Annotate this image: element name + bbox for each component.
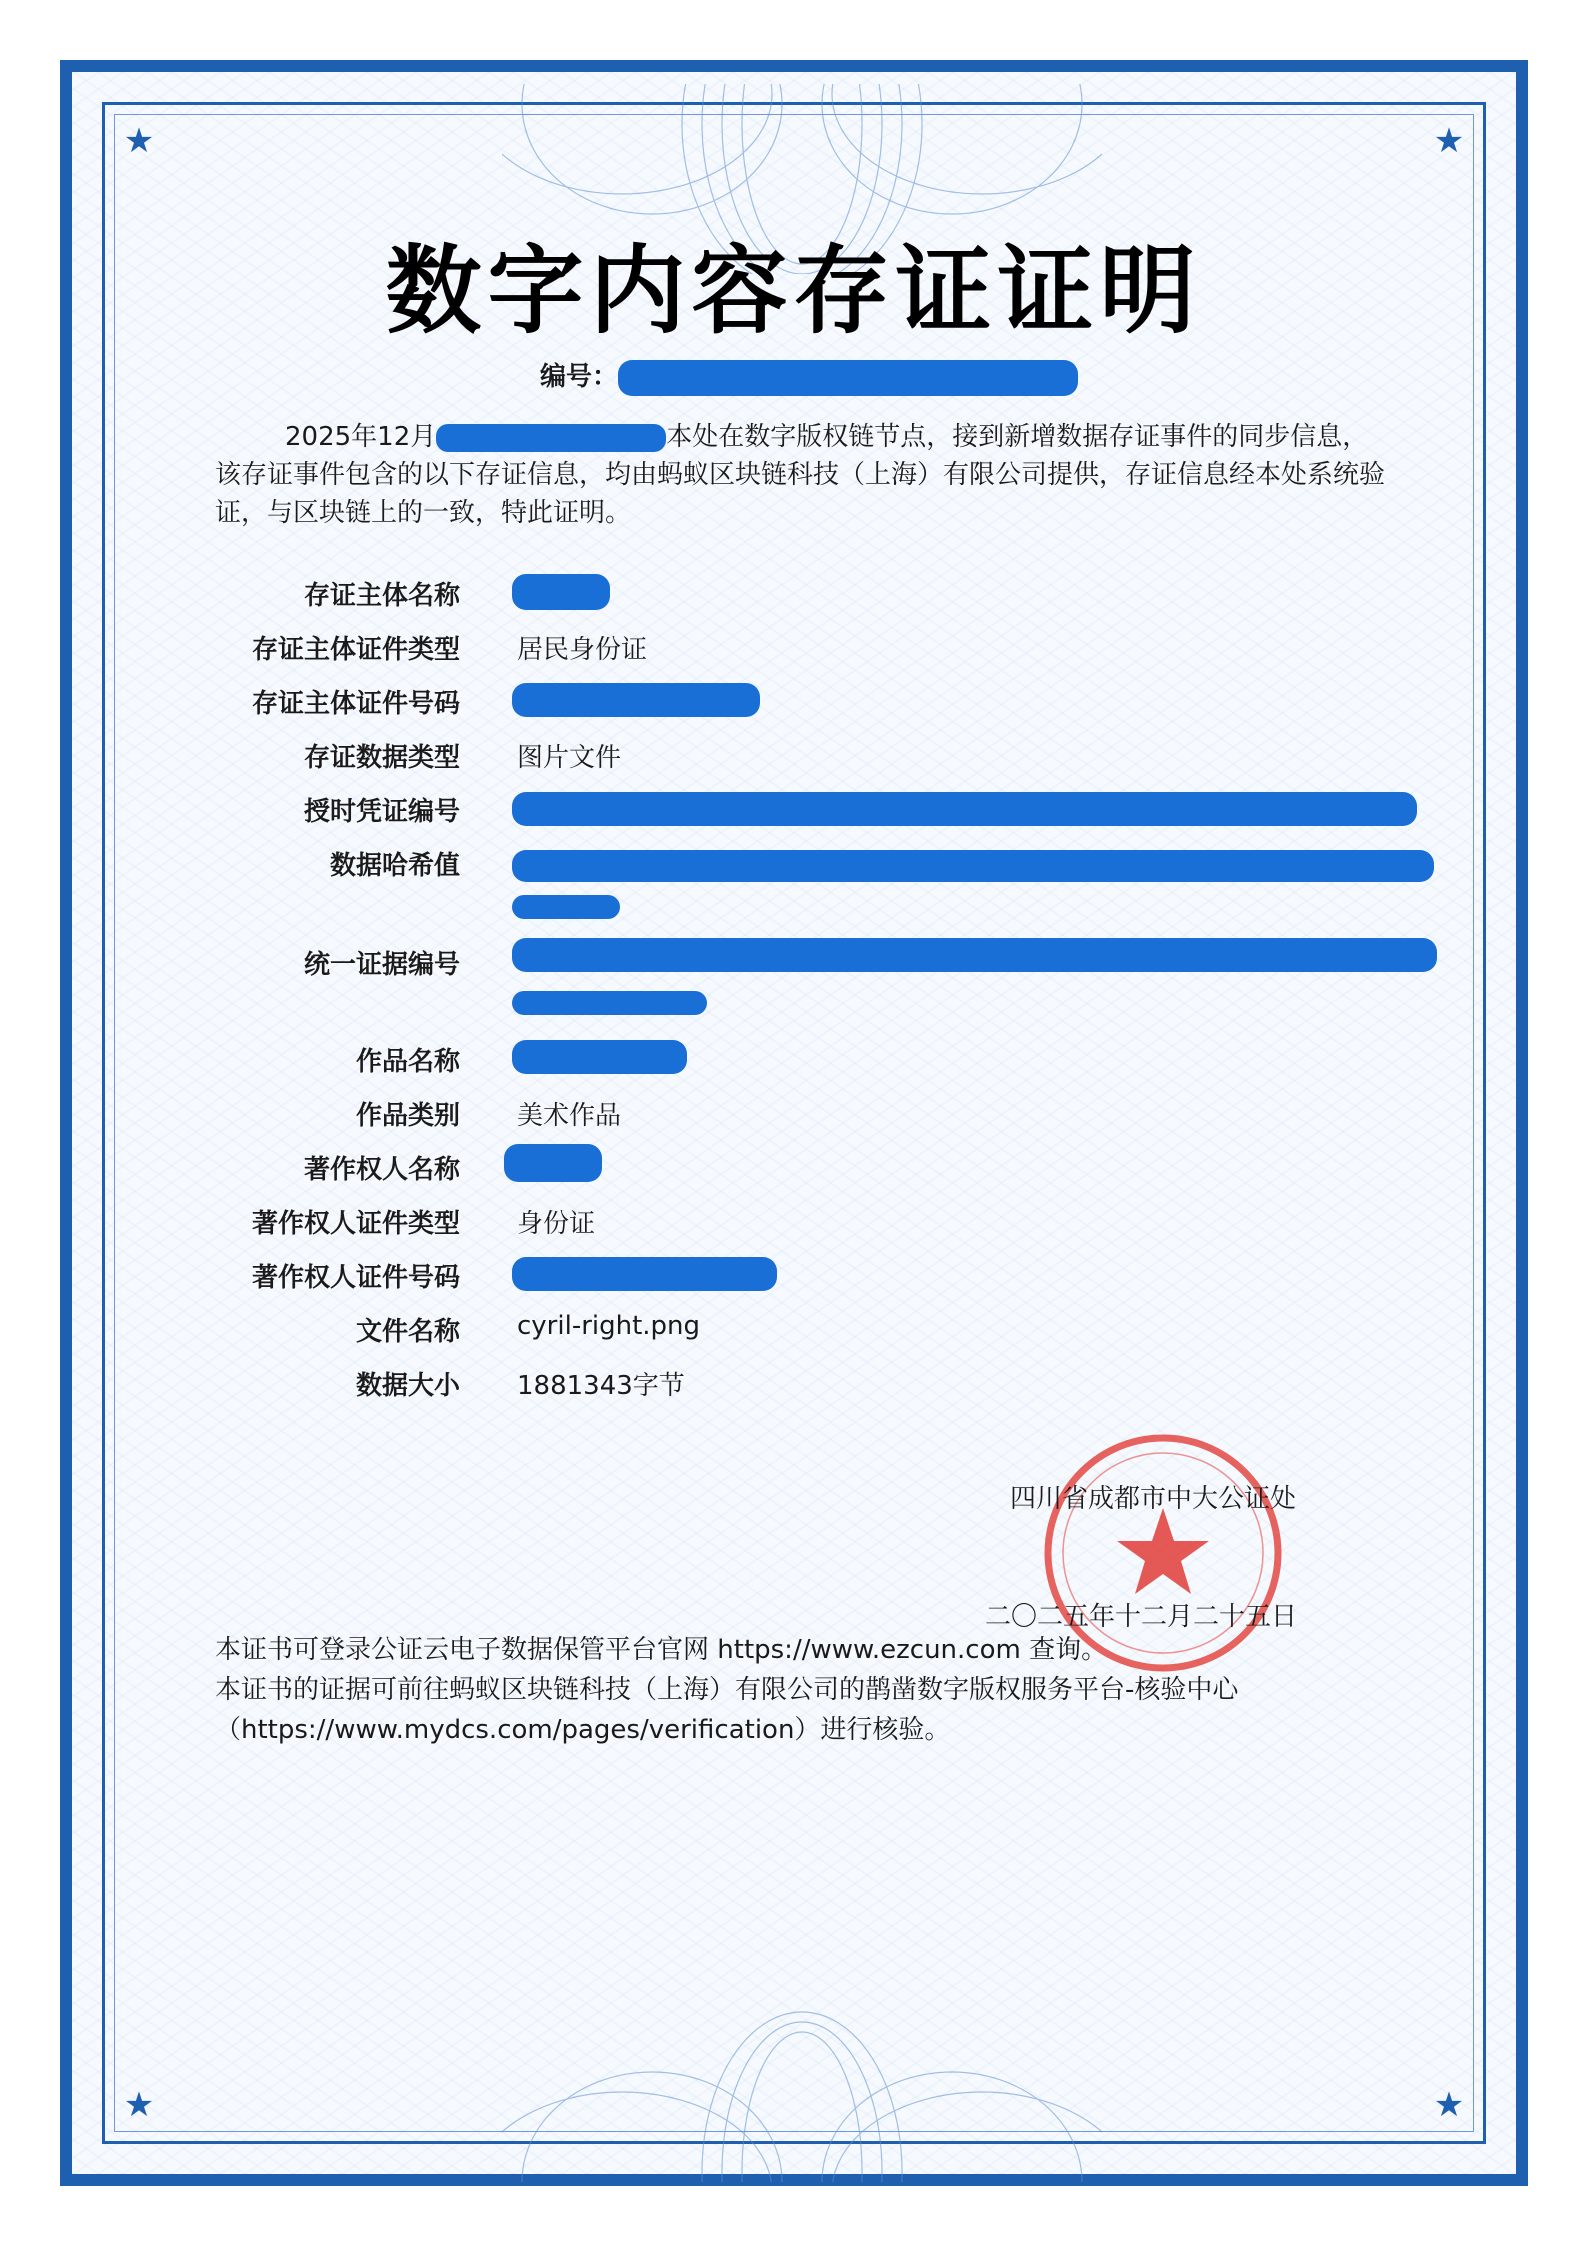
field-label-author-id-number: 著作权人证件号码 [251,1263,460,1293]
footer-notes [215,1630,1385,1750]
redacted-work-name [512,1040,687,1074]
redacted-author-name [504,1144,602,1182]
star-icon: ★ [1433,2085,1465,2125]
redacted-author-id-number [512,1257,777,1291]
field-label-timestamp-number: 授时凭证编号 [303,797,460,827]
field-label-subject-id-type: 存证主体证件类型 [251,635,460,665]
field-value-work-category: 美术作品 [517,1101,622,1131]
bottom-ornament [502,2002,1102,2182]
field-label-work-name: 作品名称 [355,1047,460,1077]
star-icon: ★ [123,121,155,161]
field-label-data-size: 数据大小 [355,1371,460,1401]
field-value-data-size: 1881343字节 [517,1371,685,1401]
redacted-subject-id-number [512,683,760,717]
field-label-author-name: 著作权人名称 [303,1155,460,1185]
redacted-timestamp-number [512,792,1417,826]
intro-date: 2025年12月 [285,422,437,452]
redacted-evidence-line2 [512,991,707,1015]
field-value-author-id-type: 身份证 [517,1209,596,1239]
intro-paragraph [215,418,1385,532]
signoff-date: 二〇二五年十二月二十五日 [985,1602,1298,1632]
notary-office: 四川省成都市中大公证处 [1010,1484,1297,1514]
star-icon: ★ [123,2085,155,2125]
redacted-hash-line2 [512,895,620,919]
field-label-subject-id-number: 存证主体证件号码 [251,689,460,719]
certificate-title: 数字内容存证证明 [385,234,1202,347]
field-label-subject-name: 存证主体名称 [303,581,460,611]
field-label-data-type: 存证数据类型 [303,743,460,773]
redacted-hash-line1 [512,850,1434,882]
certificate-number-label: 编号： [540,362,619,392]
redacted-certificate-number [618,360,1078,396]
redacted-date [436,424,666,452]
redacted-evidence-line1 [512,938,1437,972]
field-label-hash: 数据哈希值 [329,851,460,881]
field-value-data-type: 图片文件 [517,743,622,773]
field-label-work-category: 作品类别 [355,1101,460,1131]
field-label-file-name: 文件名称 [355,1317,460,1347]
footer-line-verify: 本证书的证据可前往蚂蚁区块链科技（上海）有限公司的鹊凿数字版权服务平台-核验中心（https://www.mydcs.com/pages/verification）进行核验。 [215,1675,1239,1745]
redacted-subject-name [512,574,610,610]
field-label-author-id-type: 著作权人证件类型 [251,1209,460,1239]
field-value-subject-id-type: 居民身份证 [517,635,648,665]
field-value-file-name: cyril-right.png [517,1311,701,1341]
star-icon: ★ [1433,121,1465,161]
intro-text: 本处在数字版权链节点，接到新增数据存证事件的同步信息，该存证事件包含的以下存证信息，均由蚂蚁区块链科技（上海）有限公司提供，存证信息经本处系统验证，与区块链上的一致，特此证明。 [215,422,1386,528]
field-label-evidence-number: 统一证据编号 [303,950,460,980]
footer-line-query: 本证书可登录公证云电子数据保管平台官网 https://www.ezcun.com 查询。 [215,1635,1108,1665]
